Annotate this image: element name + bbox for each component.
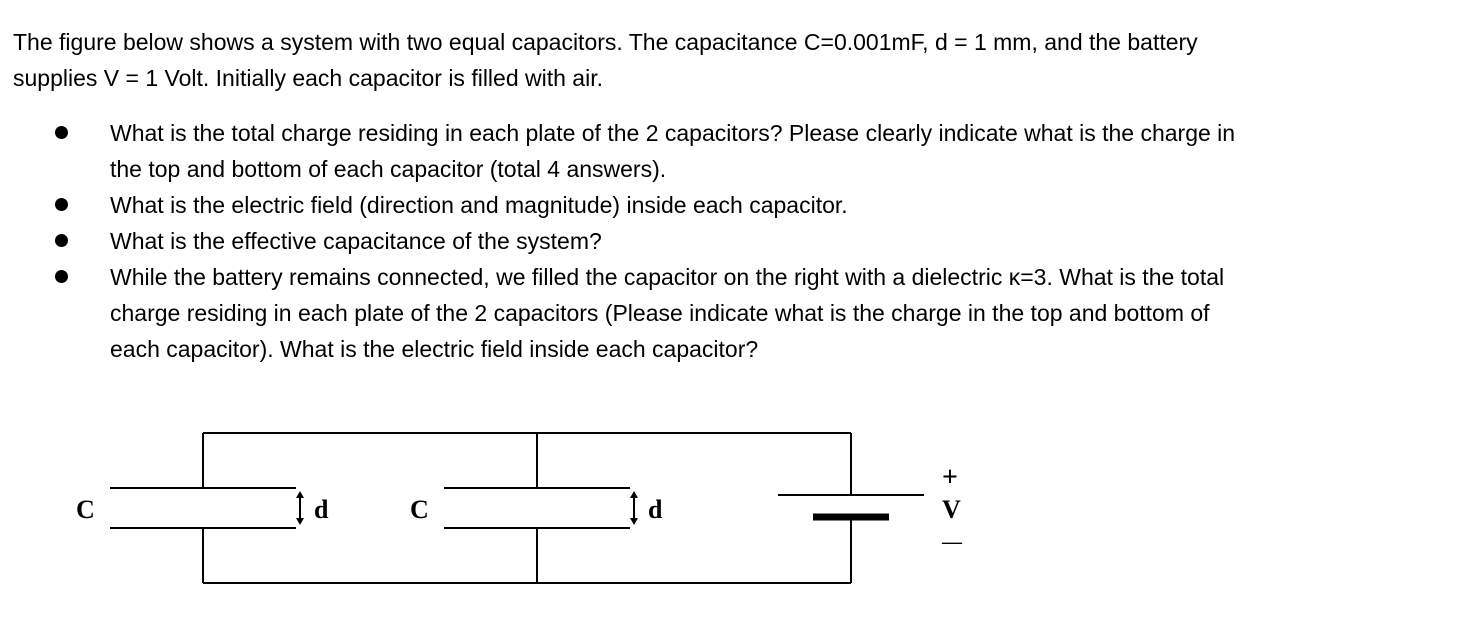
- question-item-2: [0, 187, 1470, 223]
- question-1-line-2: the top and bottom of each capacitor (total 4 answers).: [110, 156, 667, 182]
- gap2-label: d: [648, 495, 663, 524]
- problem-statement: [13, 24, 1453, 96]
- question-item-3: [0, 223, 1470, 259]
- question-4-line-2: charge residing in each plate of the 2 capacitors (Please indicate what is the charge in the top and bottom of: [110, 300, 1210, 326]
- question-2-line-1: What is the electric field (direction and magnitude) inside each capacitor.: [110, 192, 848, 218]
- gap1-label: d: [314, 495, 329, 524]
- double-arrow-icon: [296, 491, 304, 525]
- cap2-label: C: [410, 495, 429, 524]
- battery-plus-label: +: [942, 462, 958, 493]
- question-item-4: [0, 259, 1470, 367]
- cap1-label: C: [76, 495, 95, 524]
- double-arrow-icon: [630, 491, 638, 525]
- question-1-line-1: What is the total charge residing in each plate of the 2 capacitors? Please clearly indicate what is the charge in: [110, 120, 1236, 146]
- question-4-line-1: While the battery remains connected, we filled the capacitor on the right with a dielectric κ=3. What is the total: [110, 264, 1225, 290]
- question-item-1: [0, 115, 1470, 187]
- bullet-icon: [55, 198, 68, 211]
- battery-minus-label: —: [942, 531, 962, 553]
- problem-statement-line-2: supplies V = 1 Volt. Initially each capacitor is filled with air.: [13, 65, 603, 91]
- question-4-line-3: each capacitor). What is the electric field inside each capacitor?: [110, 336, 759, 362]
- bullet-icon: [55, 126, 68, 139]
- bullet-icon: [55, 270, 68, 283]
- question-3-line-1: What is the effective capacitance of the system?: [110, 228, 602, 254]
- problem-statement-line-1: The figure below shows a system with two equal capacitors. The capacitance C=0.001mF, d = 1 mm, and the battery: [13, 29, 1198, 55]
- circuit-diagram: [0, 400, 1000, 600]
- battery-voltage-label: V: [942, 495, 961, 524]
- question-list: [0, 115, 1470, 367]
- bullet-icon: [55, 234, 68, 247]
